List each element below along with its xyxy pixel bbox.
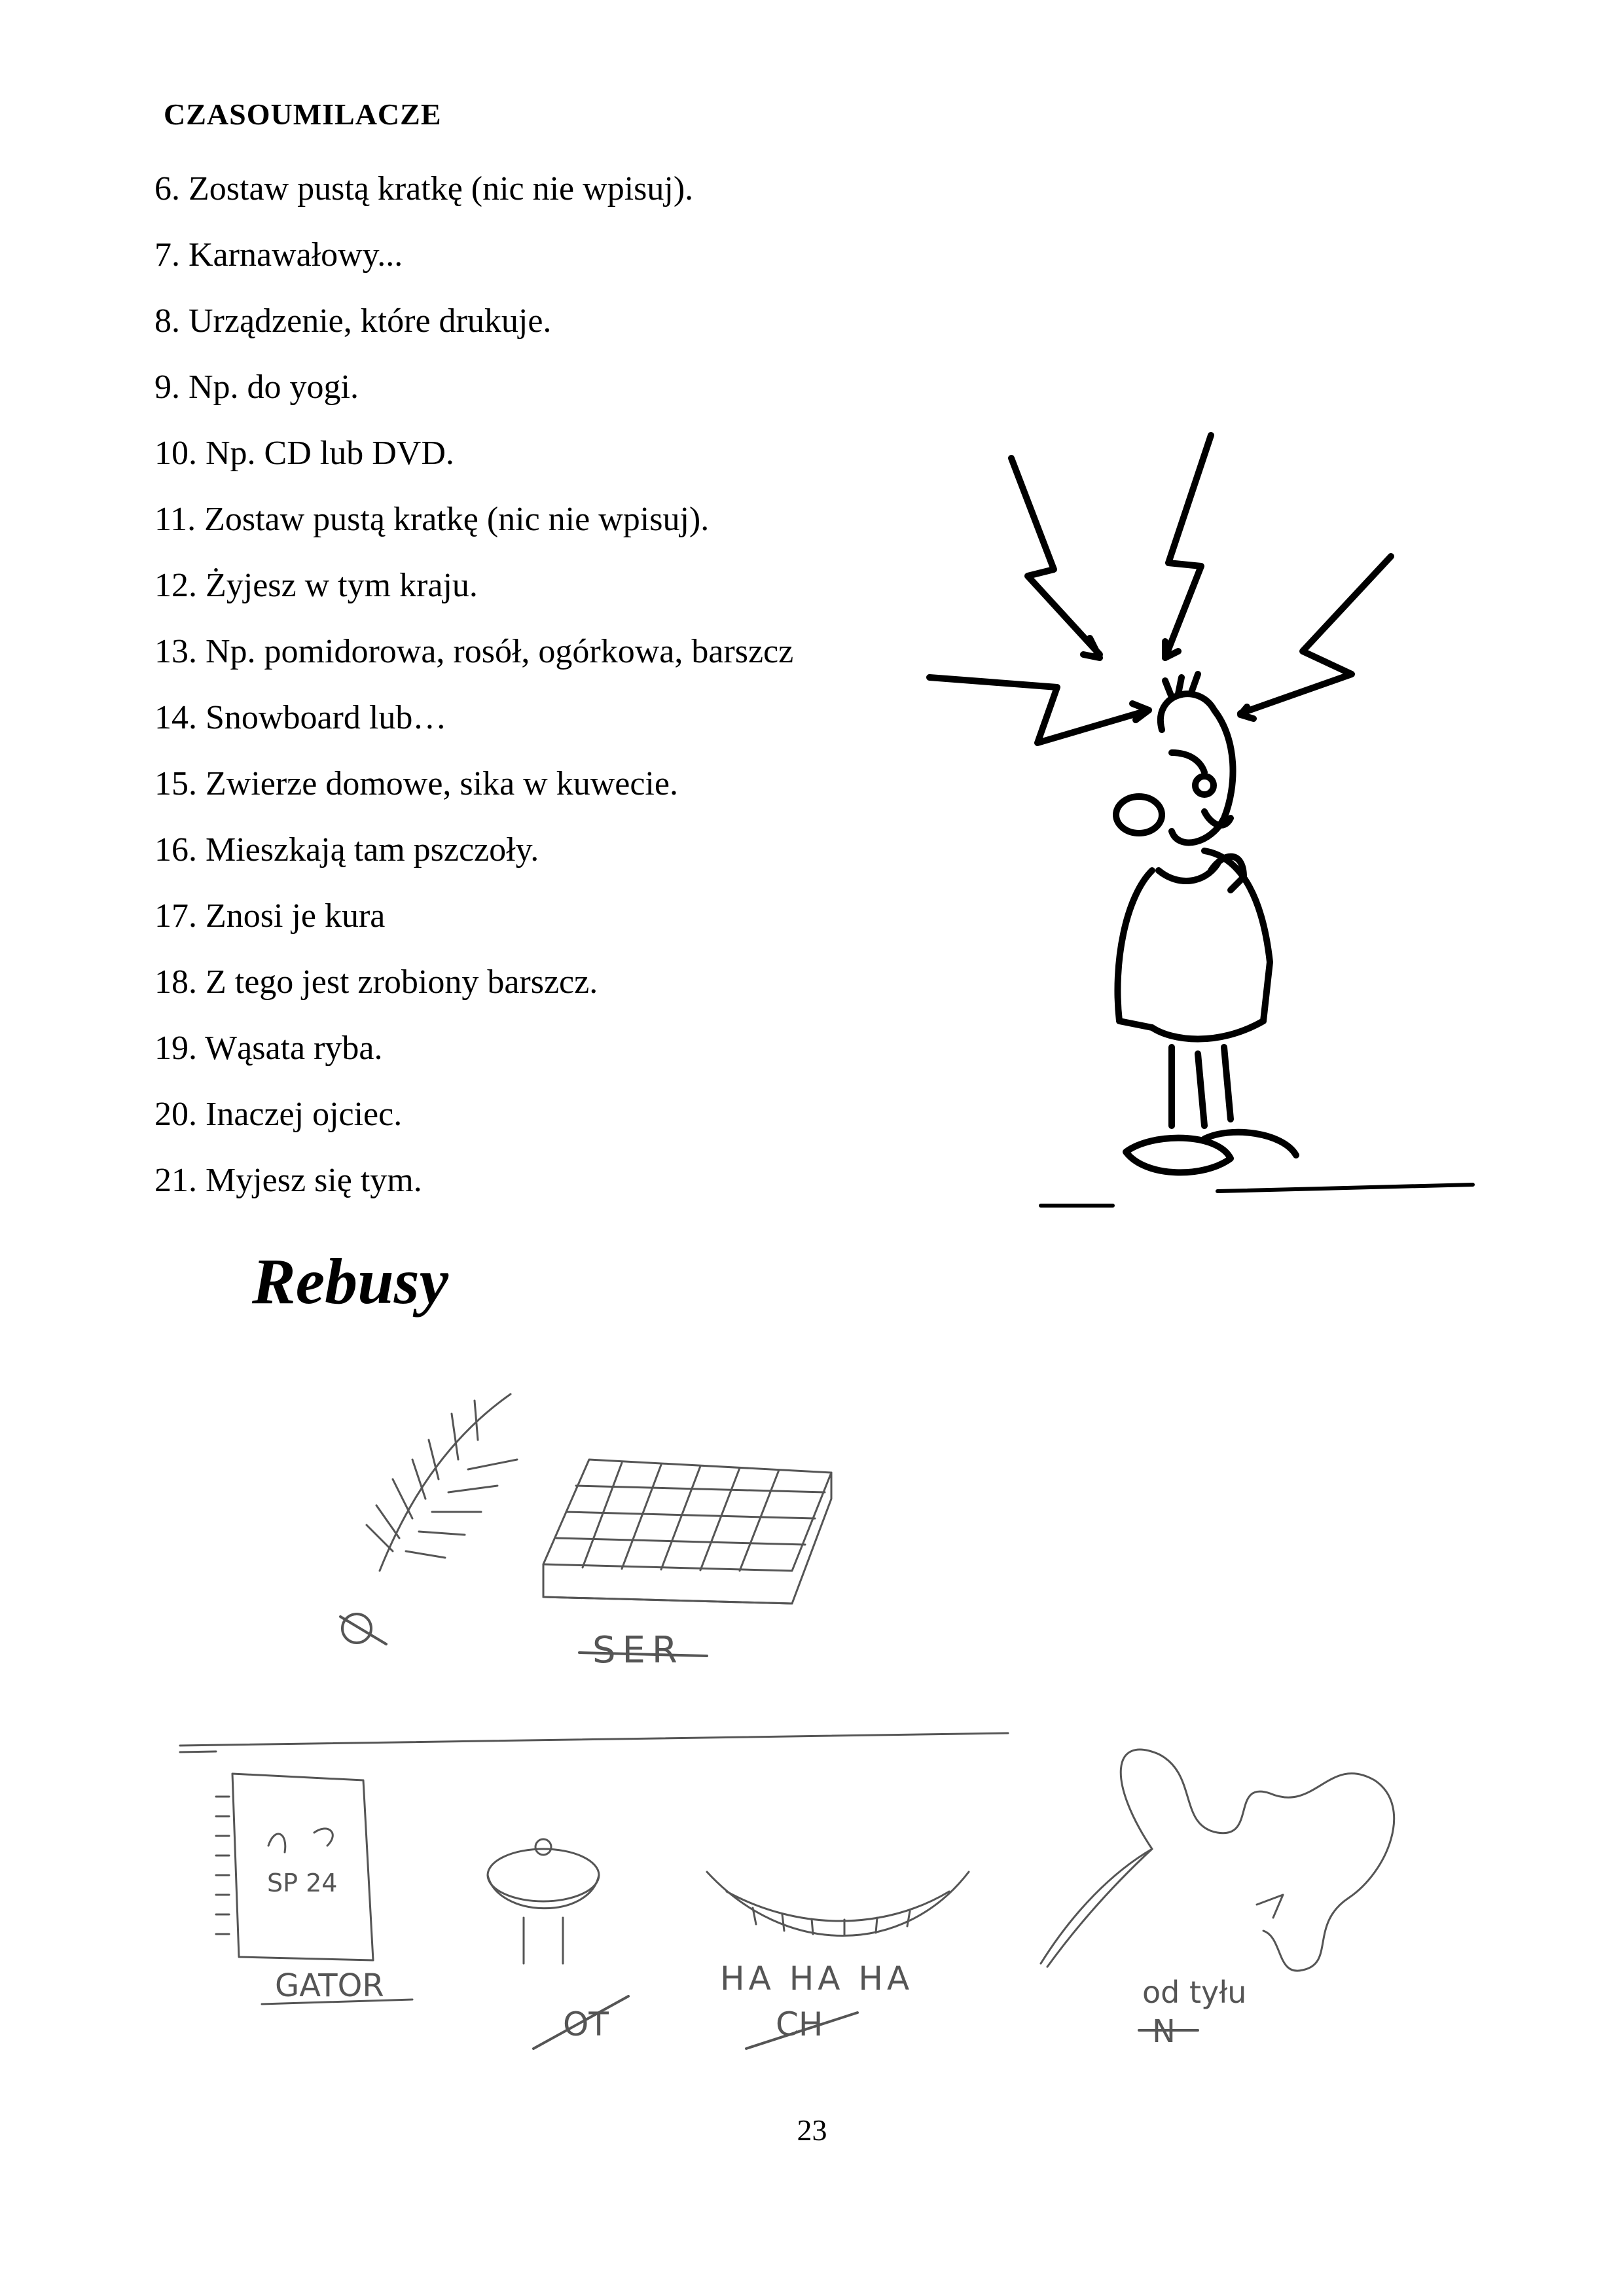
page-heading: CZASOUMILACZE xyxy=(164,98,442,131)
lightning-bolt-icon xyxy=(1240,556,1391,713)
rebus-label-ot: OT xyxy=(563,2005,609,2043)
clue-item: 17. Znosi je kura xyxy=(154,897,386,935)
clue-item: 18. Z tego jest zrobiony barszcz. xyxy=(154,963,598,1001)
clue-item: 20. Inaczej ojciec. xyxy=(154,1096,403,1133)
rebus-label-ser: SER xyxy=(592,1629,684,1672)
rebus-label-gator: GATOR xyxy=(275,1967,384,2004)
clue-item: 14. Snowboard lub… xyxy=(154,699,447,736)
rebus-label-n: N xyxy=(1152,2013,1176,2050)
clue-item: 10. Np. CD lub DVD. xyxy=(154,435,454,472)
clue-item: 21. Myjesz się tym. xyxy=(154,1162,422,1199)
bowl-drawing xyxy=(488,1839,599,1964)
clue-item: 12. Żyjesz w tym kraju. xyxy=(154,567,478,604)
pine-branch-drawing xyxy=(367,1394,517,1571)
clue-item: 6. Zostaw pustą kratkę (nic nie wpisuj). xyxy=(154,170,694,207)
clue-item: 7. Karnawałowy... xyxy=(154,236,403,274)
smile-drawing xyxy=(707,1872,969,1936)
clue-item: 13. Np. pomidorowa, rosół, ogórkowa, barszcz xyxy=(154,633,794,670)
rebus-title: Rebusy xyxy=(252,1245,448,1318)
clue-item: 16. Mieszkają tam pszczoły. xyxy=(154,831,539,869)
rebus-label-ch: CH xyxy=(776,2005,823,2043)
clue-list xyxy=(154,156,793,1213)
rebus-label-hahaha: HA HA HA xyxy=(720,1960,914,1998)
crossed-out-letter-icon xyxy=(342,1614,371,1643)
lightning-bolt-icon xyxy=(1011,458,1100,655)
notebook-label-sp24: SP 24 xyxy=(267,1869,338,1897)
clue-item: 11. Zostaw pustą kratkę (nic nie wpisuj). xyxy=(154,501,710,538)
clue-item: 9. Np. do yogi. xyxy=(154,368,359,406)
rebus-label-od-tylu: od tyłu xyxy=(1142,1975,1247,2010)
bird-beak-string-drawing xyxy=(1041,1749,1394,1971)
lightning-bolt-icon xyxy=(1165,435,1211,658)
clue-item: 15. Zwierze domowe, sika w kuwecie. xyxy=(154,765,678,802)
lightning-bolt-icon xyxy=(929,677,1149,743)
clue-item: 19. Wąsata ryba. xyxy=(154,1030,383,1067)
cheese-grid-drawing xyxy=(543,1460,831,1604)
page-number: 23 xyxy=(797,2113,827,2147)
clue-item: 8. Urządzenie, które drukuje. xyxy=(154,302,552,340)
notebook-drawing xyxy=(216,1774,373,1960)
